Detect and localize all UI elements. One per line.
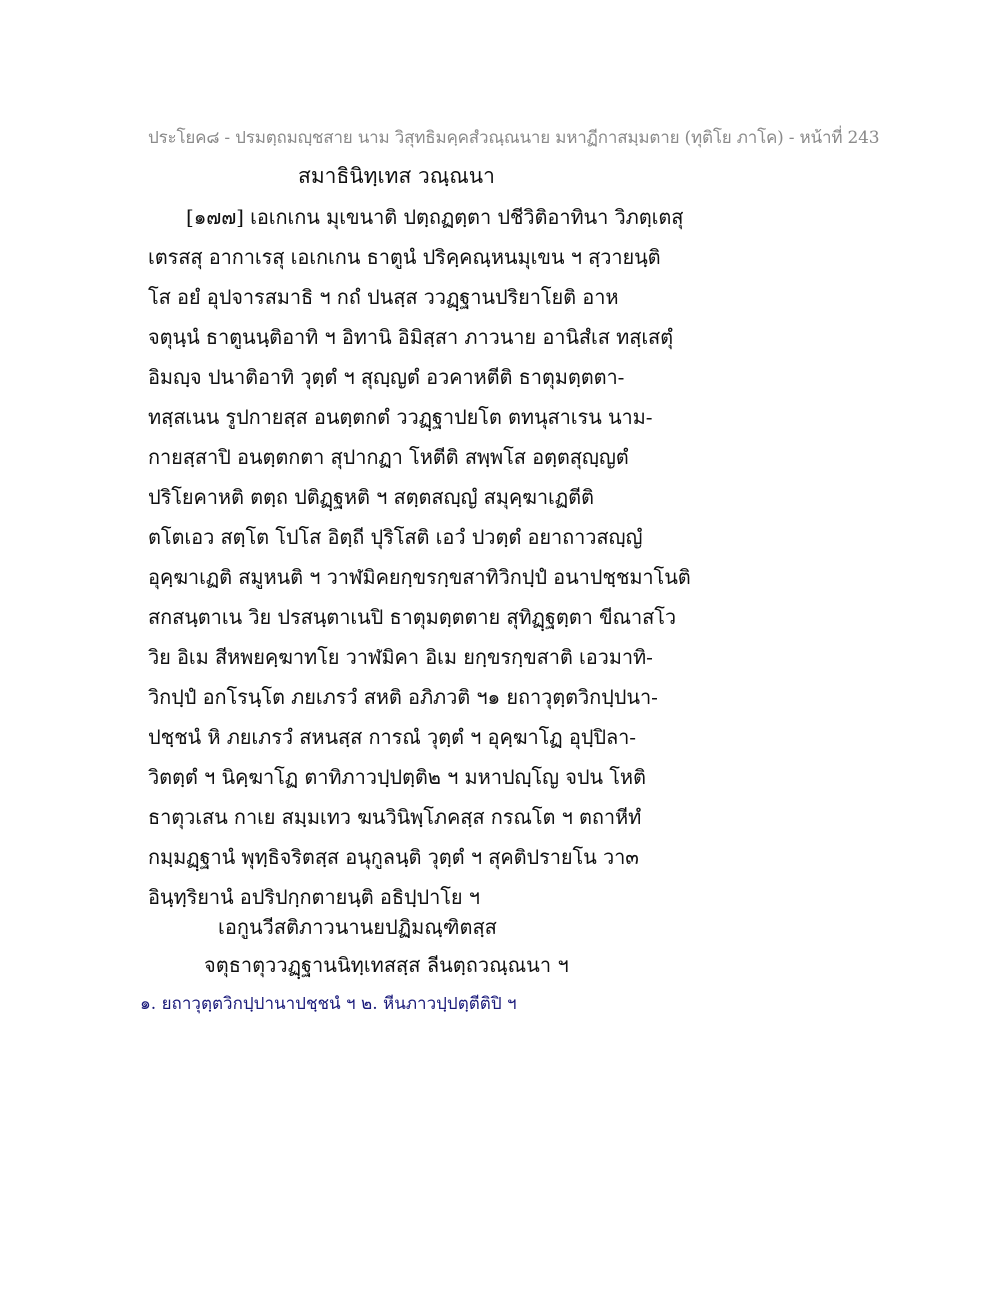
- body-line: ทสฺสเนน รูปกายสฺส อนตฺตกตํ ววฏฺฐาปยโต ตทนุสาเรน นาม-: [148, 405, 653, 429]
- body-line: อิมญฺจ ปนาติอาทิ วุตฺตํ ฯ สุญฺญตํ อวคาหตีติ ธาตุมตฺตตา-: [148, 365, 625, 389]
- body-line: กมฺมฏฺฐานํ พุทฺธิจริตสฺส อนุกูลนฺติ วุตฺตํ ฯ สุคติปรายโน วา๓: [148, 845, 639, 869]
- body-text: [148, 200, 708, 920]
- closing-line: จตุธาตุววฏฺฐานนิทฺเทสสฺส ลีนตฺถวณฺณนา ฯ: [204, 953, 569, 977]
- body-line: วิกปฺปํ อกโรนฺโต ภยเภรวํ สหติ อภิภวติ ฯ๑ ยถาวุตฺตวิกปฺปนา-: [148, 685, 658, 709]
- closing-colophon: [148, 910, 708, 986]
- body-line: เตรสสุ อากาเรสุ เอเกเกน ธาตูนํ ปริคฺคณฺหนมุเขน ฯ สฺวายนฺติ: [148, 245, 661, 269]
- body-line: ปริโยคาหติ ตตฺถ ปติฏฺฐหติ ฯ สตฺตสญฺญํ สมุคฺฆาเฏตีติ: [148, 485, 594, 509]
- body-line: ตโตเอว สตฺโต โปโส อิตฺถี ปุริโสติ เอวํ ปวตฺตํ อยาถาวสญฺญํ: [148, 525, 643, 549]
- closing-line: เอกูนวีสติภาวนานยปฏิมณฺฑิตสฺส: [218, 915, 497, 939]
- body-line: สกสนฺตาเน วิย ปรสนฺตาเนปิ ธาตุมตฺตตาย สุทิฏฺฐตฺตา ขีณาสโว: [148, 605, 677, 629]
- body-line: ธาตุวเสน กาเย สมฺมเทว ฆนวินิพฺโภคสฺส กรณโต ฯ ตถาหีทํ: [148, 805, 642, 829]
- footnote: ๑. ยถาวุตฺตวิกปฺปานาปชฺชนํ ฯ ๒. หีนภาวปฺปตฺตีติปิ ฯ: [140, 994, 517, 1014]
- body-line: อินฺทฺริยานํ อปริปกฺกตายนฺติ อธิปฺปาโย ฯ: [148, 885, 480, 909]
- body-line: [๑๗๗] เอเกเกน มุเขนาติ ปตฺถฏตฺตา ปชีวิติอาทินา วิภตฺเตสุ: [186, 205, 684, 229]
- body-line: ปชฺชนํ หิ ภยเภรวํ สหนสฺส การณํ วุตฺตํ ฯ อุคฺฆาโฏ อุปฺปิลา-: [148, 725, 636, 749]
- body-line: จตุนฺนํ ธาตูนนฺติอาทิ ฯ อิทานิ อิมิสฺสา ภาวนาย อานิสํเส ทสฺเสตุํ: [148, 325, 674, 349]
- body-line: วิย อิเม สีหพยคฺฆาทโย วาฬมิคา อิเม ยกฺขรกฺขสาติ เอวมาทิ-: [148, 645, 653, 669]
- running-header: ประโยค๘ - ปรมตฺถมญฺชสาย นาม วิสุทธิมคฺคสํวณฺณนาย มหาฏีกาสมฺมตาย (ทุติโย ภาโค) - หน้าที่ 243: [148, 128, 880, 148]
- body-line: อุคฺฆาเฏติ สมูหนติ ฯ วาฬมิคยกฺขรกฺขสาทิวิกปฺปํ อนาปชฺชมาโนติ: [148, 565, 691, 589]
- body-line: วิตตฺตํ ฯ นิคฺฆาโฏ ตาทิภาวปฺปตฺติ๒ ฯ มหาปญฺโญ จปน โหติ: [148, 765, 646, 789]
- section-title: สมาธินิทฺเทส วณฺณนา: [298, 164, 495, 188]
- body-line: กายสฺสาปิ อนตฺตกตา สุปากฏา โหตีติ สพฺพโส อตฺตสุญฺญตํ: [148, 445, 629, 469]
- body-line: โส อยํ อุปจารสมาธิ ฯ กถํ ปนสฺส ววฏฺฐานปริยาโยติ อาห: [148, 285, 619, 309]
